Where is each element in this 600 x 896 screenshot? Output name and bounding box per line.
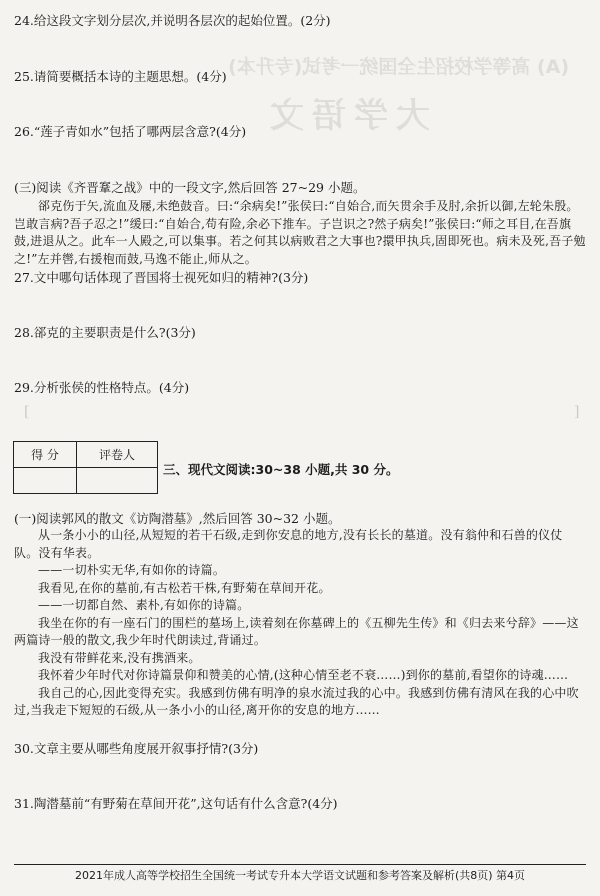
page-footer: 2021年成人高等学校招生全国统一考试专升本大学语文试题和参考答案及解析(共8页) 第4页: [74, 869, 526, 882]
passage-paragraph: 从一条小小的山径,从短短的若干石级,走到你安息的地方,没有长长的墓道。没有翁仲和石兽的仪仗队。没有华表。: [14, 528, 563, 560]
passage-paragraph: 我自己的心,因此变得充实。我感到仿佛有明净的泉水流过我的心中。我感到仿佛有清风在我的心中吹过,当我走下短短的石级,从一条小小的山径,离开你的安息的地方……: [14, 685, 579, 717]
score-label: 得 分: [14, 442, 77, 468]
question-29: 29.分析张侯的性格特点。(4分): [14, 380, 190, 395]
reading-modern-passage: [14, 527, 586, 720]
grader-label: 评卷人: [77, 442, 158, 468]
score-box: [13, 441, 158, 494]
question-30: 30.文章主要从哪些角度展开叙事抒情?(3分): [14, 741, 259, 756]
question-24: 24.给这段文字划分层次,并说明各层次的起始位置。(2分): [14, 13, 331, 28]
bleed-through-title: 大学语文: [262, 96, 430, 136]
question-25: 25.请简要概括本诗的主题思想。(4分): [14, 69, 227, 84]
passage-paragraph: 我没有带鲜花来,没有携酒来。: [38, 650, 201, 665]
question-31: 31.陶潜墓前“有野菊在草间开花”,这句话有什么含意?(4分): [14, 796, 338, 811]
question-28: 28.郤克的主要职责是什么?(3分): [14, 325, 196, 340]
footer-rule: [14, 864, 586, 865]
reading-3-intro: (三)阅读《齐晋鞌之战》中的一段文字,然后回答 27~29 小题。: [14, 180, 366, 195]
bleed-bracket-right: ]: [574, 404, 580, 420]
bleed-bracket-left: [: [24, 404, 30, 420]
passage-paragraph: 我看见,在你的墓前,有古松若干株,有野菊在草间开花。: [38, 580, 331, 595]
passage-paragraph: 我怀着少年时代对你诗篇景仰和赞美的心情,(这种心情至老不衰……)到你的墓前,看望你的诗魂……: [38, 668, 569, 682]
passage-paragraph: ——一切都自然、素朴,有如你的诗篇。: [38, 598, 250, 612]
score-cell: [14, 468, 77, 494]
question-27: 27.文中哪句话体现了晋国将士视死如归的精神?(3分): [14, 270, 309, 285]
reading-3-passage: [14, 198, 586, 268]
grader-cell: [77, 468, 158, 494]
passage-paragraph: 我坐在你的有一座石门的围栏的墓场上,读着刻在你墓碑上的《五柳先生传》和《归去来兮辞》——这两篇诗一般的散文,我少年时代朗读过,背诵过。: [14, 615, 579, 647]
section-3-title: 三、现代文阅读:30~38 小题,共 30 分。: [163, 462, 399, 477]
reading-3-text: 郤克伤于矢,流血及屦,未绝鼓音。曰:“余病矣!”张侯曰:“自始合,而矢贯余手及肘,余折以御,左轮朱殷。岂敢言病?吾子忍之!”缓曰:“自始合,苟有险,余必下推车。子岂识之?然子病矣!”张侯曰:“师之耳目,在吾旗鼓,进退从之。此车一人殿之,可以集事。若之何其以病败君之大事也?擐甲执兵,固即死也。病未及死,吾子勉之!”左并辔,右援枹而鼓,马逸不能止,师从之。: [14, 199, 586, 266]
reading-modern-intro: (一)阅读郭风的散文《访陶潜墓》,然后回答 30~32 小题。: [14, 511, 341, 526]
passage-paragraph: ——一切朴实无华,有如你的诗篇。: [38, 563, 226, 577]
bleed-through-header: (A) 高等学校招生全国统一考试(专升本): [228, 56, 570, 78]
question-26: 26.“莲子青如水”包括了哪两层含意?(4分): [14, 124, 247, 139]
